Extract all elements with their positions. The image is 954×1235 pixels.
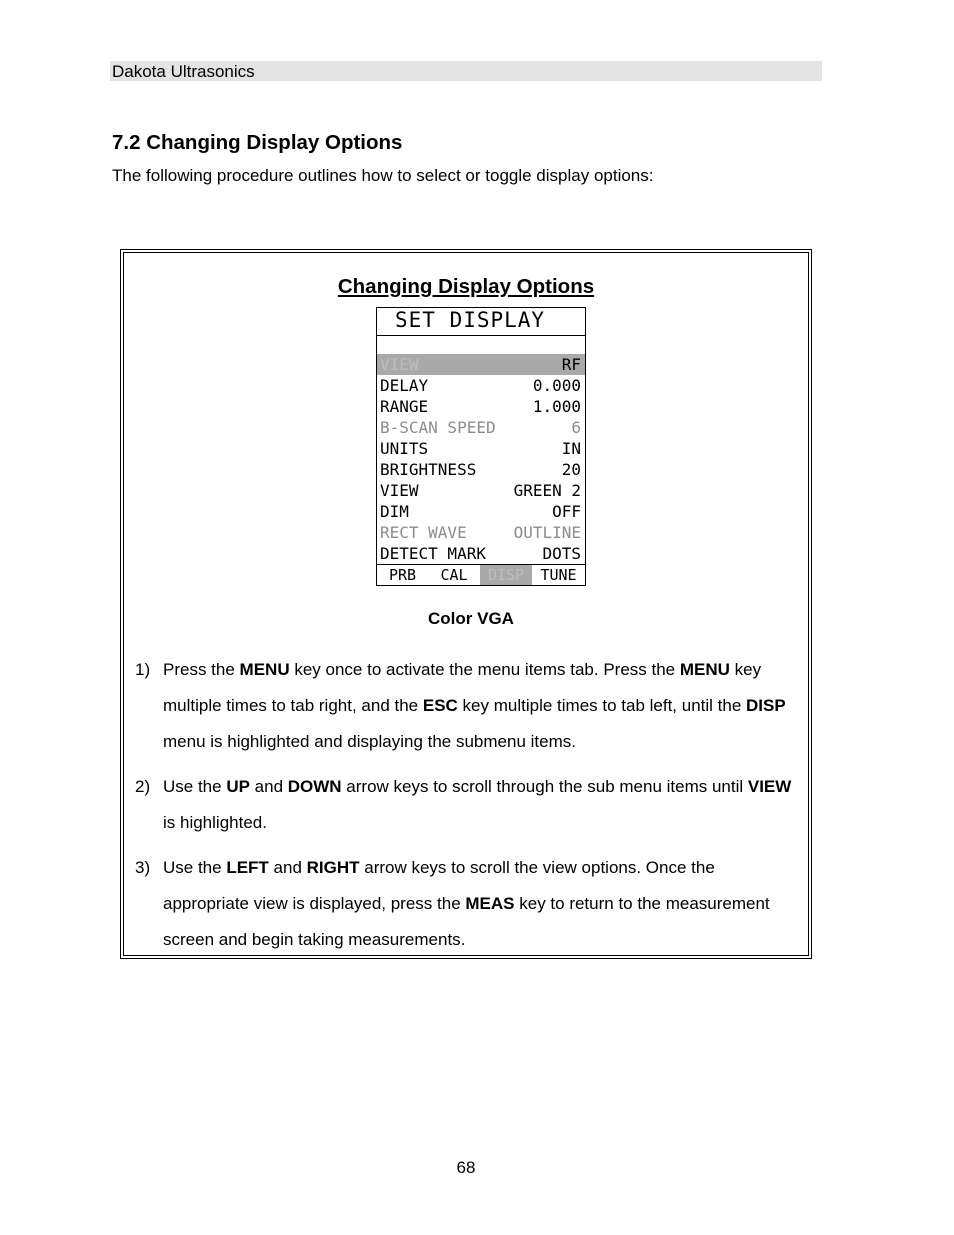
step-number: 2) [135, 777, 151, 796]
menu-row-delay [377, 375, 585, 396]
menu-row-rect-wave [377, 522, 585, 543]
menu-row-value: OFF [552, 502, 581, 521]
tab-cal: CAL [440, 566, 468, 584]
menu-row-value: RF [561, 355, 581, 374]
menu-row-units [377, 438, 585, 459]
step-number: 1) [135, 660, 151, 679]
screen-tab-bar [377, 564, 585, 585]
menu-row-value: 0.000 [532, 376, 581, 395]
menu-row-label: RANGE [380, 397, 429, 416]
step-text: Use the LEFT and RIGHT arrow keys to scroll the view options. Once the appropriate view is displayed, press the MEAS key to return to the measurement screen and begin taking measurements. [163, 858, 770, 949]
menu-row-label: BRIGHTNESS [380, 460, 477, 479]
menu-row-brightness [377, 459, 585, 480]
tab-prb: PRB [388, 566, 417, 584]
menu-row-dim [377, 501, 585, 522]
menu-row-detect-mark [377, 543, 585, 564]
step-item [135, 652, 805, 760]
menu-row-label: DELAY [380, 376, 429, 395]
procedure-title: Changing Display Options [337, 275, 595, 298]
device-screen [376, 307, 586, 586]
menu-row-value: IN [561, 439, 581, 458]
tab-tune: TUNE [540, 566, 577, 584]
menu-row-value: 6 [571, 418, 581, 437]
menu-row-view-color [377, 480, 585, 501]
menu-row-value: DOTS [542, 544, 581, 563]
page-number: 68 [456, 1158, 476, 1177]
menu-row-label: UNITS [380, 439, 429, 458]
menu-row-value: 1.000 [532, 397, 581, 416]
screen-title: SET DISPLAY [395, 308, 546, 332]
menu-row-label: DIM [380, 502, 409, 521]
menu-row-bscan-speed [377, 417, 585, 438]
section-title: 7.2 Changing Display Options [112, 131, 403, 154]
step-text: Press the MENU key once to activate the menu items tab. Press the MENU key multiple times to tab right, and the ESC key multiple times to tab left, until the DISP menu is highlighted and displaying the submenu items. [163, 660, 786, 751]
menu-row-view-selected [377, 354, 585, 375]
intro-paragraph: The following procedure outlines how to select or toggle display options: [112, 166, 654, 185]
menu-row-value: OUTLINE [513, 523, 581, 542]
menu-row-label: DETECT MARK [380, 544, 486, 563]
header-company: Dakota Ultrasonics [112, 62, 255, 81]
menu-row-label: VIEW [380, 355, 419, 374]
step-text: Use the UP and DOWN arrow keys to scroll through the sub menu items until VIEW is highlighted. [163, 777, 792, 832]
steps-list [135, 652, 805, 967]
step-number: 3) [135, 858, 151, 877]
running-header [110, 61, 822, 81]
step-item [135, 769, 805, 841]
menu-row-range [377, 396, 585, 417]
menu-row-label: B-SCAN SPEED [380, 418, 496, 437]
menu-row-value: 20 [561, 460, 581, 479]
menu-row-label: RECT WAVE [380, 523, 467, 542]
menu-row-label: VIEW [380, 481, 419, 500]
tab-disp-active: DISP [480, 565, 532, 585]
screen-caption: Color VGA [428, 609, 514, 628]
menu-row-value: GREEN 2 [513, 481, 581, 500]
screen-divider [377, 335, 585, 336]
step-item [135, 850, 805, 958]
